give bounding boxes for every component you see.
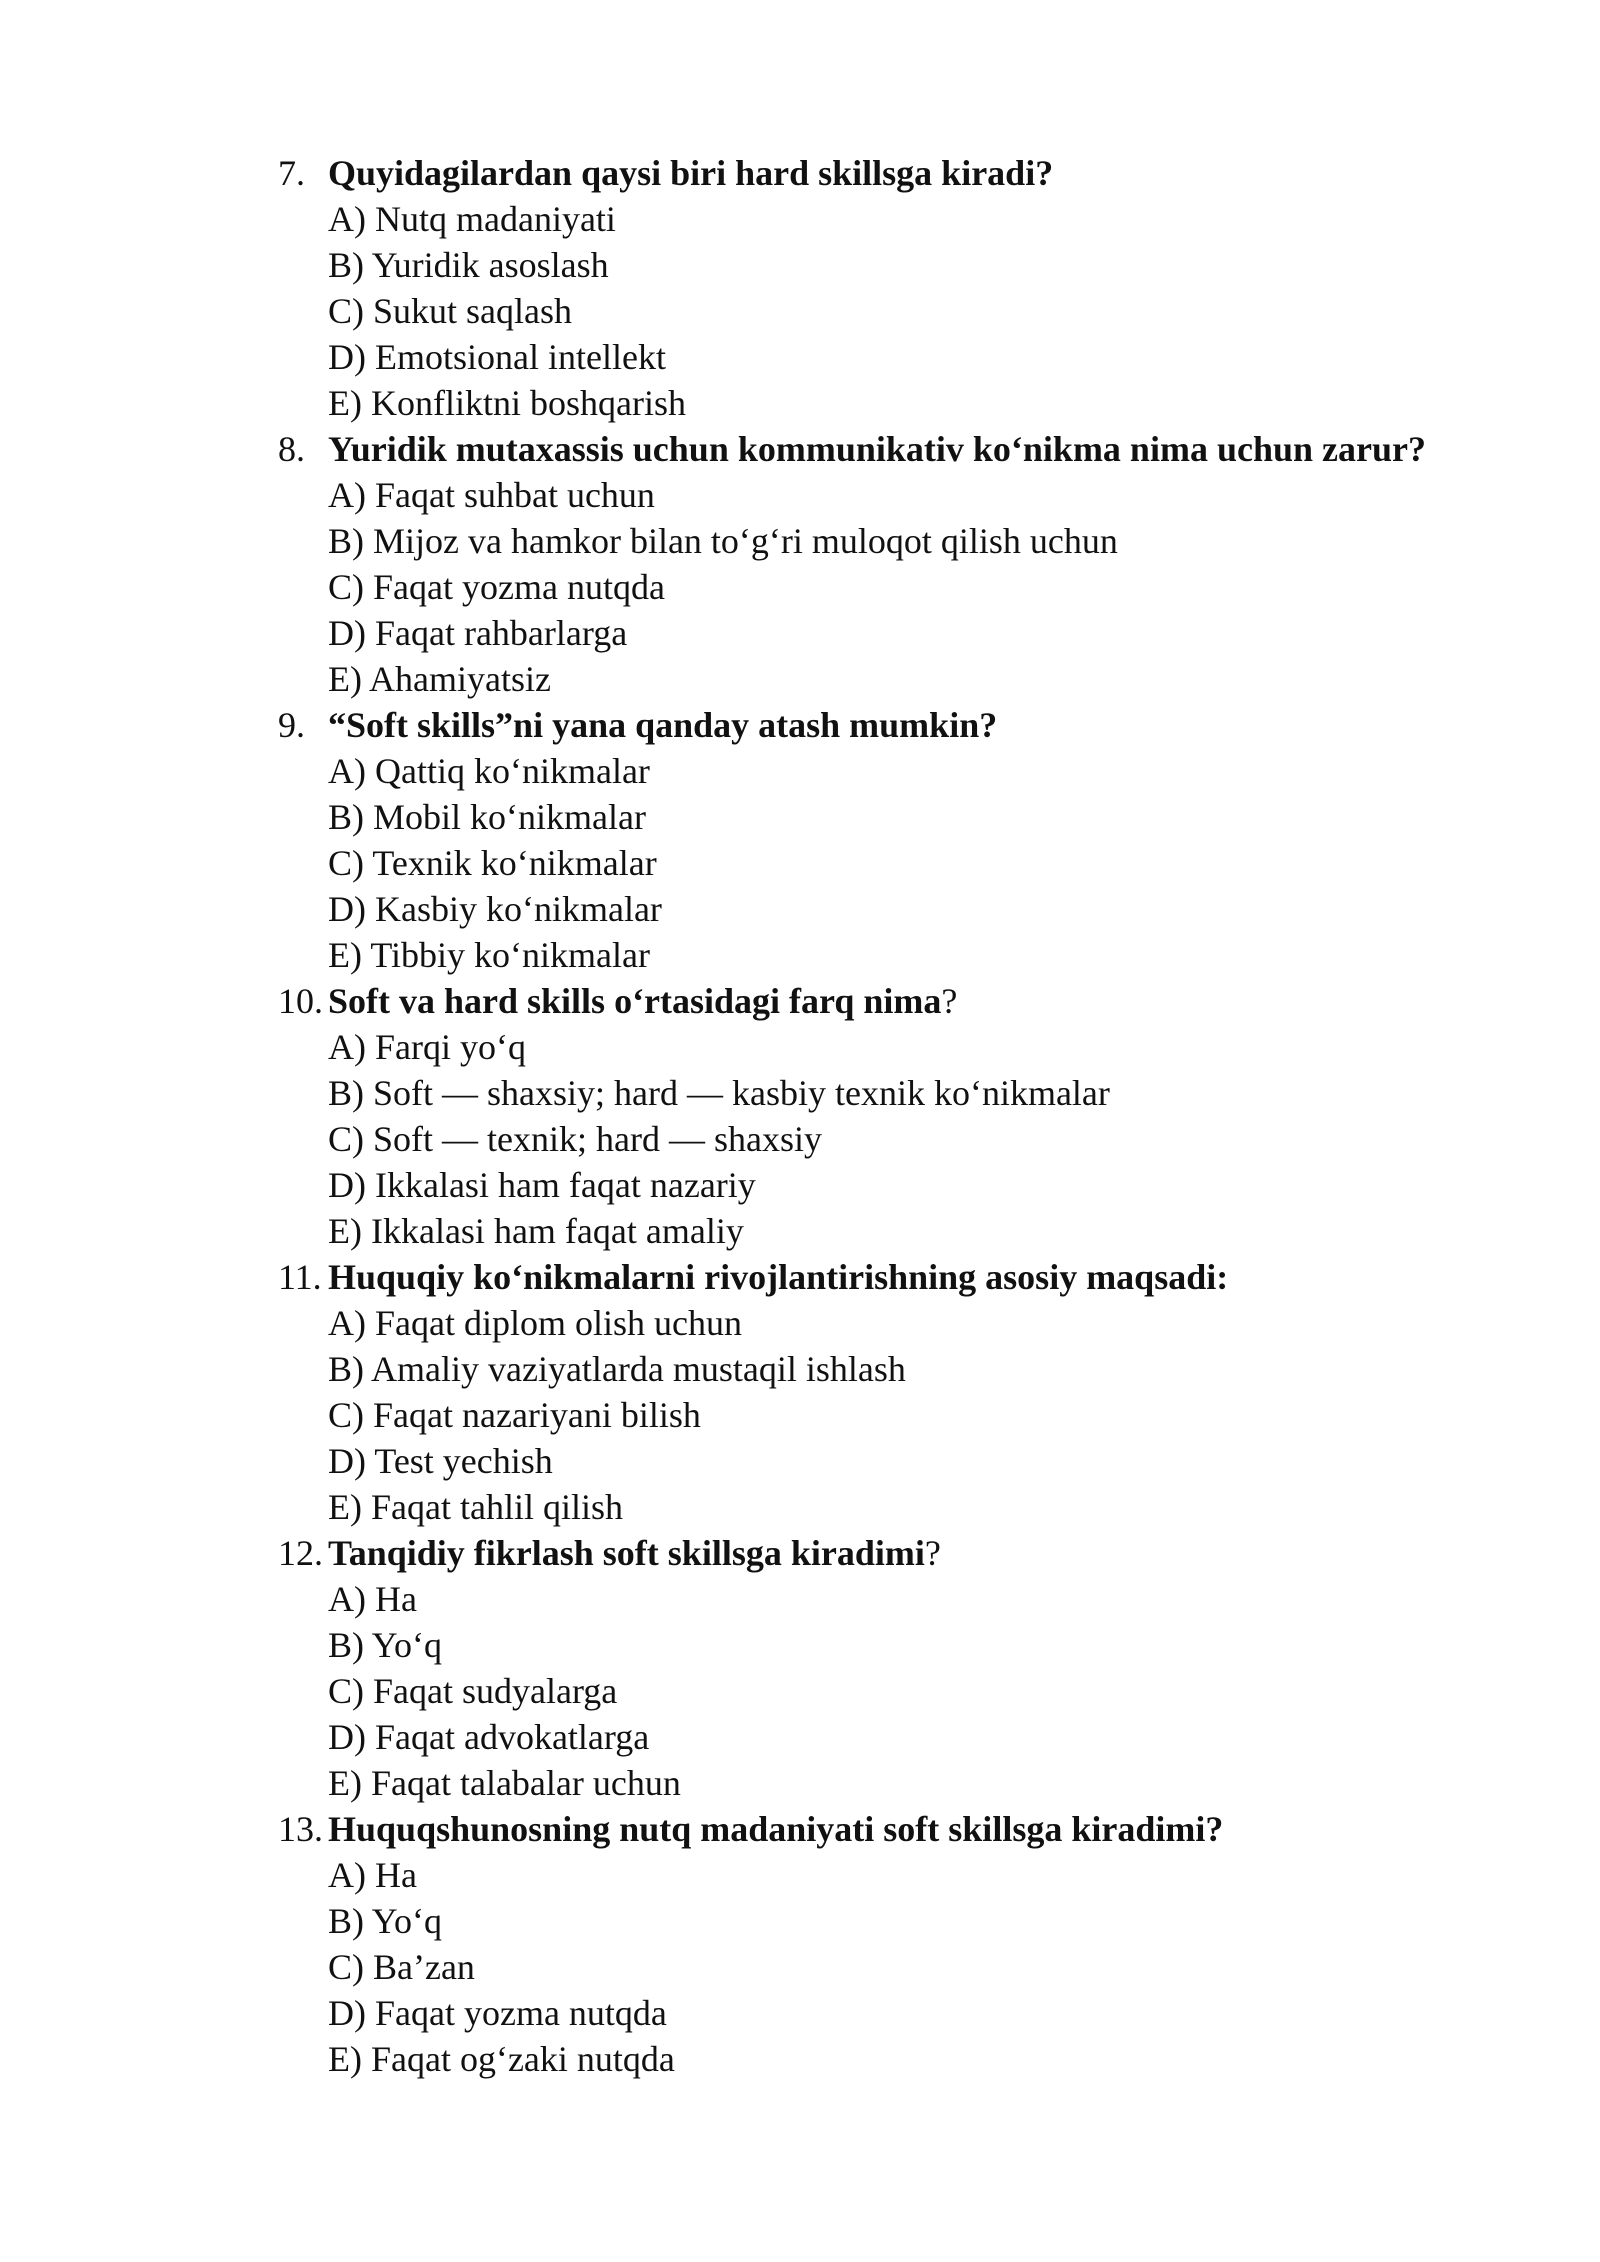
answer-option-e: E) Faqat tahlil qilish — [328, 1487, 623, 1527]
answer-option-b: B) Mijoz va hamkor bilan to‘g‘ri muloqot qilish uchun — [328, 521, 1118, 561]
answer-option-c: C) Faqat nazariyani bilish — [328, 1395, 701, 1435]
question-line — [0, 1530, 1600, 1576]
answer-option-e: E) Ahamiyatsiz — [328, 659, 551, 699]
answer-option-d: D) Kasbiy ko‘nikmalar — [328, 889, 662, 929]
question-11 — [0, 1254, 1600, 1530]
answer-option-c: C) Sukut saqlash — [328, 291, 573, 331]
question-number: 9. — [278, 705, 305, 745]
answer-option-e: E) Faqat talabalar uchun — [328, 1763, 681, 1803]
answer-option-e: E) Faqat og‘zaki nutqda — [328, 2039, 675, 2079]
answer-option-b: B) Yuridik asoslash — [328, 245, 609, 285]
question-text — [328, 978, 957, 1024]
question-bold-text: Yuridik mutaxassis uchun kommunikativ ko‘nikma nima uchun zarur? — [328, 429, 1426, 469]
question-number: 10. — [278, 981, 323, 1021]
question-7 — [0, 150, 1600, 426]
question-bold-text: Tanqidiy fikrlash soft skillsga kiradimi — [328, 1533, 925, 1573]
answer-option-b: B) Yo‘q — [328, 1625, 443, 1665]
answer-option-d: D) Ikkalasi ham faqat nazariy — [328, 1165, 756, 1205]
answer-option-c: C) Faqat sudyalarga — [328, 1671, 618, 1711]
question-8 — [0, 426, 1600, 702]
question-number: 7. — [278, 153, 305, 193]
question-suffix: ? — [941, 981, 958, 1021]
question-text — [328, 150, 1053, 196]
answer-option-d: D) Faqat yozma nutqda — [328, 1993, 667, 2033]
answer-option-e: E) Tibbiy ko‘nikmalar — [328, 935, 650, 975]
question-text — [328, 1530, 941, 1576]
question-bold-text: “Soft skills”ni yana qanday atash mumkin? — [328, 705, 998, 745]
question-line — [0, 150, 1600, 196]
question-bold-text: Quyidagilardan qaysi biri hard skillsga kiradi? — [328, 153, 1054, 193]
document-page — [0, 150, 1600, 2082]
question-line — [0, 1806, 1600, 1852]
question-bold-text: Huquqshunosning nutq madaniyati soft skillsga kiradimi? — [328, 1809, 1224, 1849]
question-13 — [0, 1806, 1600, 2082]
question-line — [0, 426, 1600, 472]
answer-option-c: C) Faqat yozma nutqda — [328, 567, 665, 607]
question-text — [328, 702, 997, 748]
question-number: 12. — [278, 1533, 323, 1573]
question-text — [328, 1806, 1223, 1852]
question-number: 8. — [278, 429, 305, 469]
answer-option-b: B) Amaliy vaziyatlarda mustaqil ishlash — [328, 1349, 906, 1389]
answer-option-c: C) Soft — texnik; hard — shaxsiy — [328, 1119, 822, 1159]
answer-option-d: D) Faqat advokatlarga — [328, 1717, 650, 1757]
answer-option-a: A) Farqi yo‘q — [328, 1027, 526, 1067]
question-line — [0, 978, 1600, 1024]
question-bold-text: Huquqiy ko‘nikmalarni rivojlantirishning asosiy maqsadi: — [328, 1257, 1229, 1297]
answer-option-e: E) Ikkalasi ham faqat amaliy — [328, 1211, 744, 1251]
question-text — [328, 426, 1426, 472]
answer-option-d: D) Emotsional intellekt — [328, 337, 666, 377]
question-9 — [0, 702, 1600, 978]
question-number: 11. — [278, 1257, 322, 1297]
answer-option-a: A) Qattiq ko‘nikmalar — [328, 751, 650, 791]
answer-option-a: A) Nutq madaniyati — [328, 199, 616, 239]
answer-option-b: B) Mobil ko‘nikmalar — [328, 797, 646, 837]
answer-option-b: B) Yo‘q — [328, 1901, 443, 1941]
question-line — [0, 1254, 1600, 1300]
answer-option-d: D) Test yechish — [328, 1441, 553, 1481]
question-number: 13. — [278, 1809, 323, 1849]
answer-option-e: E) Konfliktni boshqarish — [328, 383, 686, 423]
answer-option-a: A) Ha — [328, 1579, 417, 1619]
answer-option-d: D) Faqat rahbarlarga — [328, 613, 628, 653]
answer-option-c: C) Texnik ko‘nikmalar — [328, 843, 657, 883]
question-suffix: ? — [924, 1533, 941, 1573]
answer-option-a: A) Faqat diplom olish uchun — [328, 1303, 742, 1343]
answer-option-b: B) Soft — shaxsiy; hard — kasbiy texnik ko‘nikmalar — [328, 1073, 1110, 1113]
question-bold-text: Soft va hard skills o‘rtasidagi farq nima — [328, 981, 942, 1021]
question-10 — [0, 978, 1600, 1254]
answer-option-c: C) Ba’zan — [328, 1947, 475, 1987]
answer-option-a: A) Ha — [328, 1855, 417, 1895]
answer-option-a: A) Faqat suhbat uchun — [328, 475, 655, 515]
question-12 — [0, 1530, 1600, 1806]
question-line — [0, 702, 1600, 748]
question-text — [328, 1254, 1228, 1300]
